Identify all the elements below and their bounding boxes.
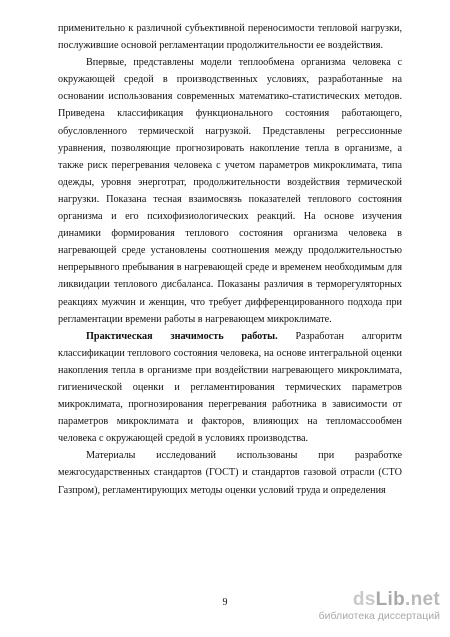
paragraph-practical-significance xyxy=(58,328,402,448)
watermark-logo xyxy=(290,590,440,610)
watermark-logo-ds: ds xyxy=(352,589,376,610)
paragraph-text: Материалы исследований использованы при разработке межгосударственных стандартов (ГОСТ) и стандартов газовой отрасли (СТО Газпром), регламентирующих методы оценки условий труда и определения xyxy=(58,450,402,496)
dslib-watermark xyxy=(290,590,440,623)
watermark-subtitle: библиотека диссертаций xyxy=(318,610,440,622)
document-body xyxy=(58,20,402,499)
watermark-logo-net: .net xyxy=(405,589,440,610)
paragraph-text: Разработан алгоритм классификации теплового состояния человека, на основе интегральной оценки накопления тепла в организме при воздействии нагревающего микроклимата, гигиенической оценки и регламентирования термических параметров микроклимата, прогнозирования перегревания работника в зависимости от параметров микроклимата и факторов, влияющих на тепломассообмен человека с окружающей средой в условиях производства. xyxy=(58,330,402,445)
paragraph-materials-usage xyxy=(58,447,402,498)
paragraph-text: Впервые, представлены модели теплообмена организма человека с окружающей средой в производственных условиях, разработанные на основании использования современных математико-статистических методов. Приведена классификация функционального состояния работающего, обусловленного термической нагрузкой. Представлены регрессионные уравнения, позволяющие прогнозировать накопление тепла в организме, а также риск перегревания человека с учетом параметров микроклимата, типа одежды, уровня энерготрат, продолжительности воздействия термической нагрузки. Показана тесная взаимосвязь показателей теплового состояния организма и его психофизиологических реакций. На основе изучения динамики формирования теплового состояния организма человека в нагревающей среде установлены соотношения между продолжительностью непрерывного пребывания в нагревающей среде и временем необходимым для ликвидации теплового дисбаланса. Показаны различия в терморегуляторных реакциях мужчин и женщин, что требует дифференцированного подхода при регламентации времени работы в нагревающем микроклимате. xyxy=(58,57,402,325)
paragraph-novelty xyxy=(58,54,402,328)
paragraph-intro-continuation xyxy=(58,20,402,54)
watermark-logo-lib: Lib xyxy=(375,589,406,610)
paragraph-text: применительно к различной субъективной переносимости тепловой нагрузки, послужившие основой регламентации продолжительности ее воздействия. xyxy=(58,23,402,52)
paragraph-lead-heading: Практическая значимость работы. xyxy=(86,330,278,342)
page-number: 9 xyxy=(222,597,228,608)
